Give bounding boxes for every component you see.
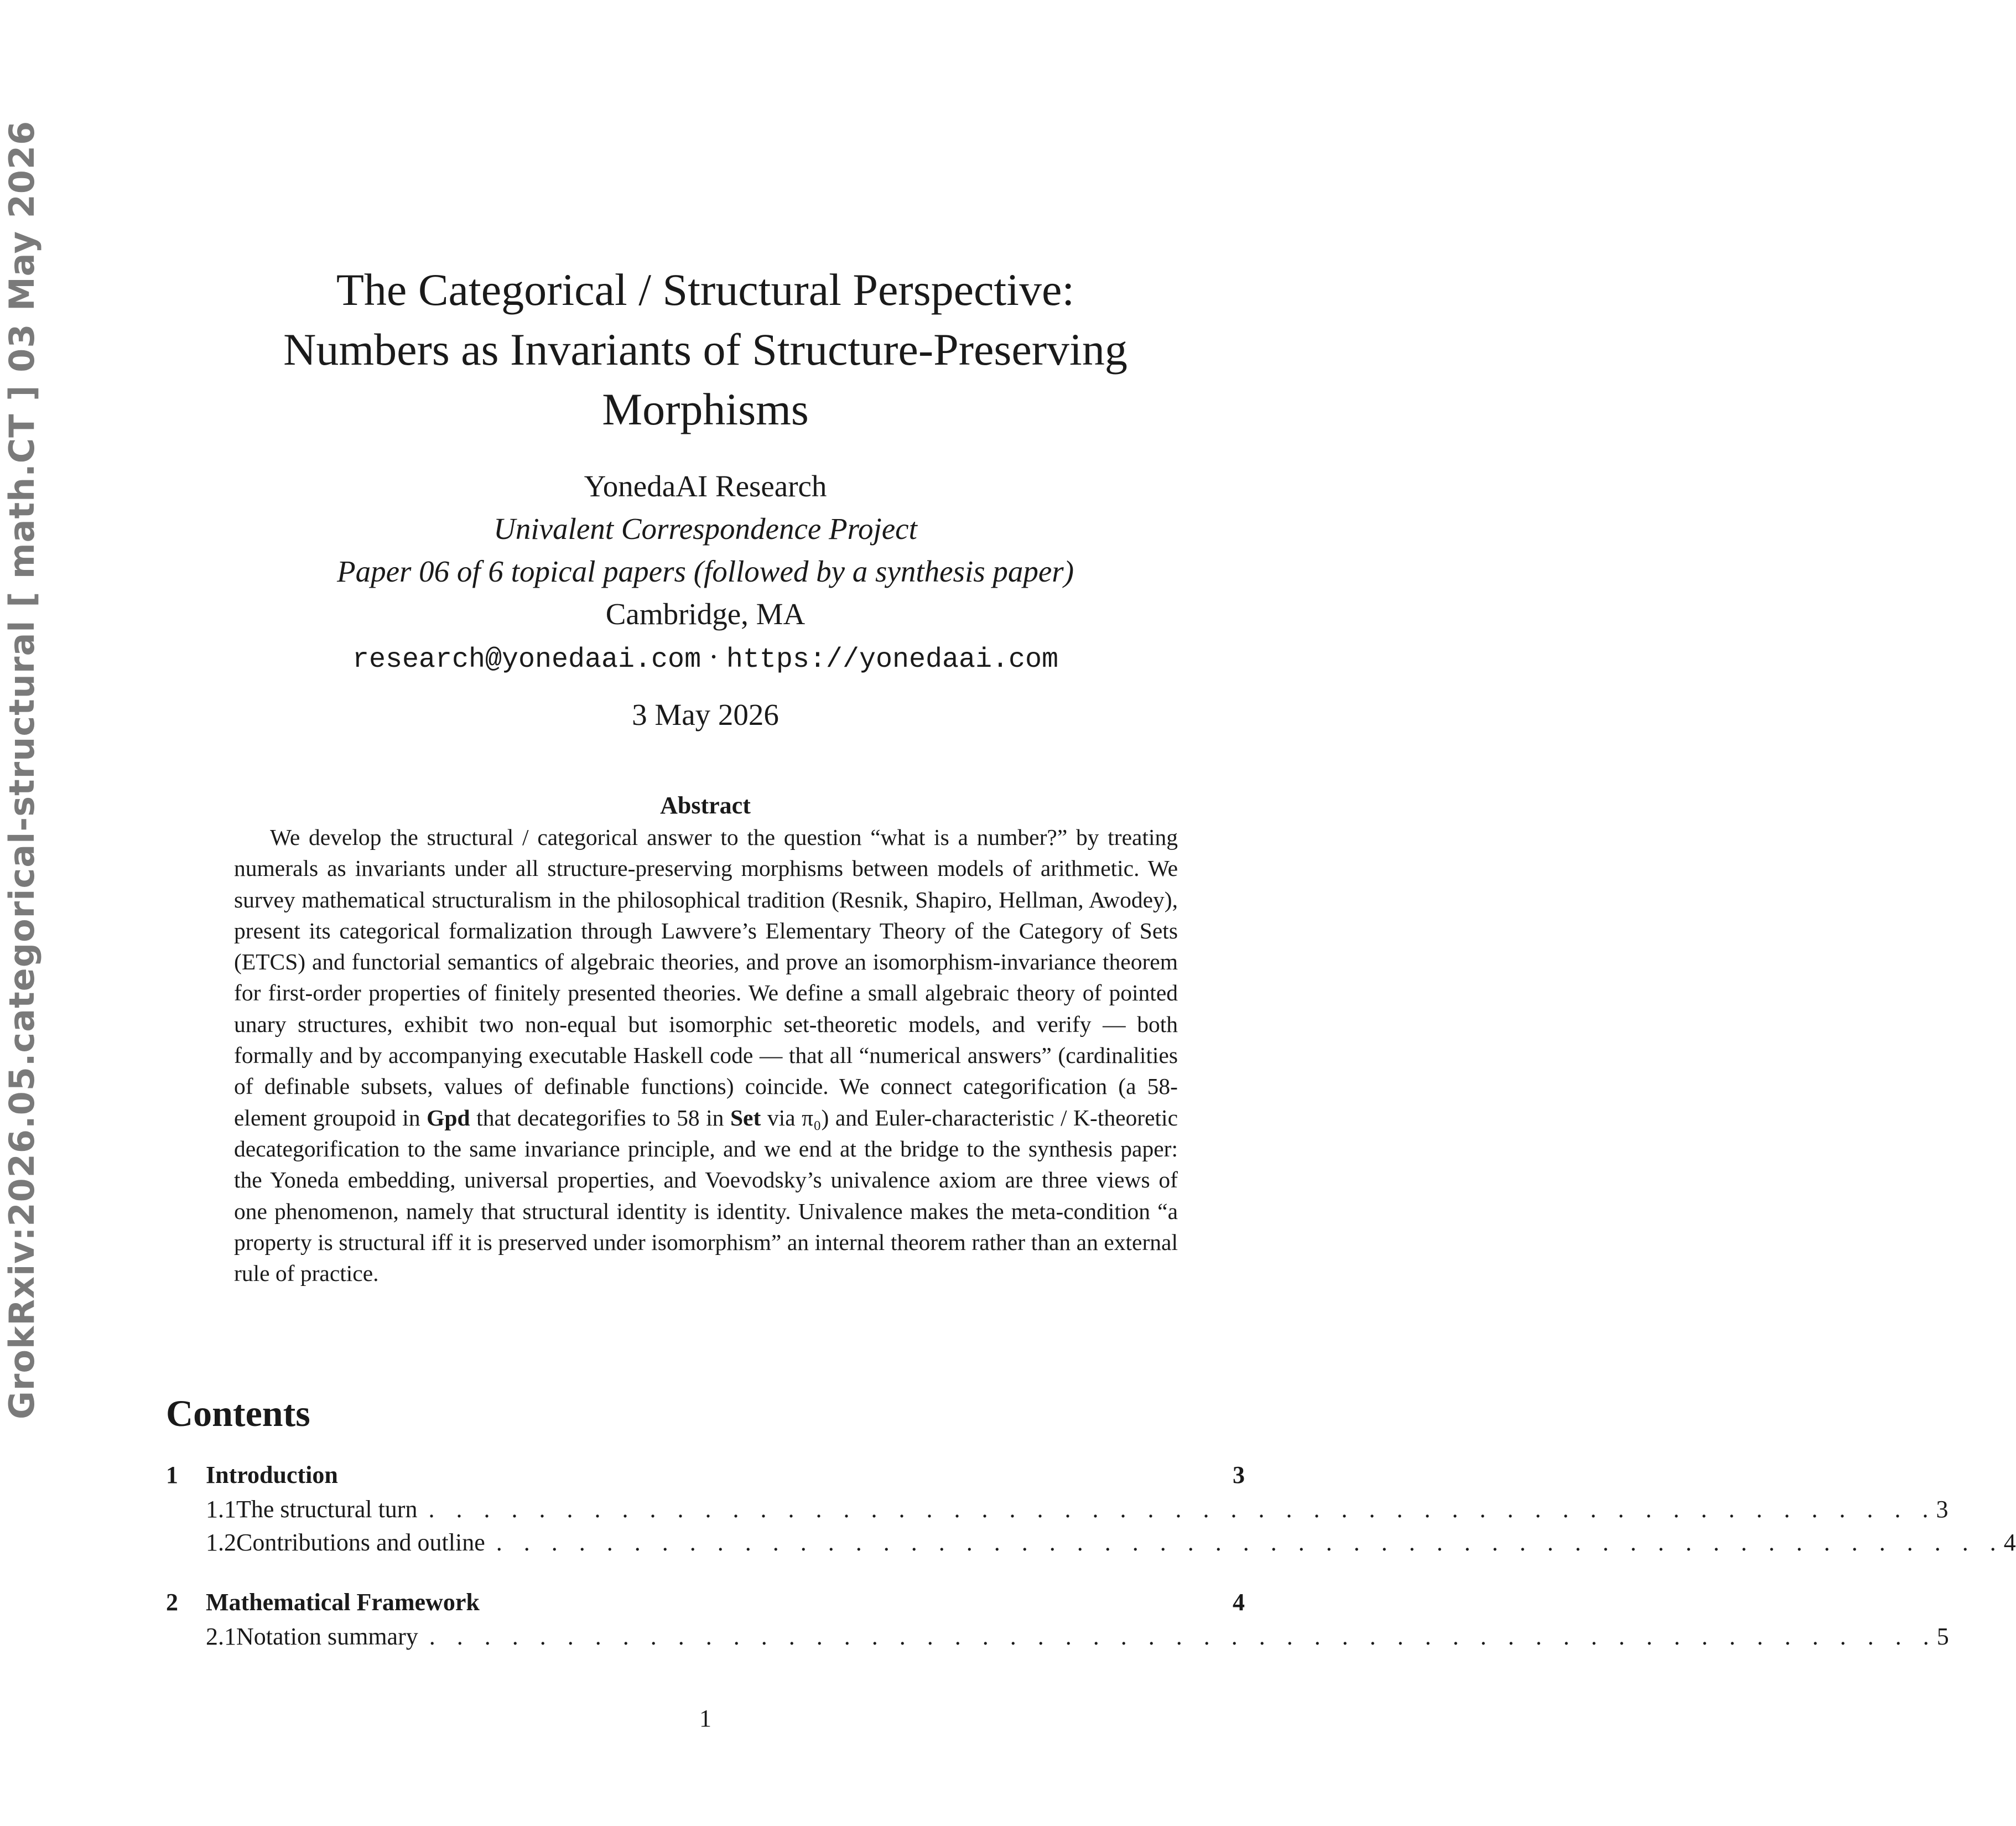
toc-section-label: Introduction bbox=[206, 1461, 338, 1488]
toc-section-2[interactable] bbox=[166, 1588, 1245, 1622]
toc-subsection-1-1[interactable] bbox=[166, 1495, 1949, 1528]
toc-leader-dots: . . . . . . . . . . . . . . . . . . . . . . . . . . . . . . . . . . . . . . . . . . . . . . . . . . . . . . . bbox=[429, 1623, 1937, 1650]
table-of-contents bbox=[166, 1461, 2016, 1656]
abstract-text-2: that decategorifies to 58 in bbox=[470, 1104, 730, 1130]
paper-title bbox=[166, 260, 1245, 439]
toc-section-label: Mathematical Framework bbox=[206, 1589, 480, 1616]
paper-date: 3 May 2026 bbox=[632, 698, 779, 732]
toc-subsection-number: 1.2 bbox=[206, 1529, 236, 1556]
page-number: 1 bbox=[699, 1705, 711, 1732]
website-link[interactable]: https://yonedaai.com bbox=[726, 644, 1059, 676]
abstract-set: Set bbox=[730, 1104, 761, 1130]
series-note: Paper 06 of 6 topical papers (followed by a synthesis paper) bbox=[336, 554, 1074, 588]
toc-leader-dots: . . . . . . . . . . . . . . . . . . . . . . . . . . . . . . . . . . . . . . . . . . . . . . . . . . . . . . . bbox=[428, 1496, 1936, 1523]
contact-separator: · bbox=[701, 640, 726, 673]
abstract-gpd: Gpd bbox=[427, 1104, 470, 1130]
toc-subsection-number: 2.1 bbox=[206, 1623, 236, 1650]
toc-section-number: 2 bbox=[166, 1589, 178, 1616]
abstract-text-3: via π₀) and Euler-characteristic / K-theoretic decategorification to the same invariance principle, and we end at the bridge to the synthesis paper: the Yoneda embedding, universal properties, and Voevodsky’s univalence axiom are three views of one phenomenon, namely that structural identity is identity. Univalence makes the meta-condition “a property is structural iff it is preserved under isomorphism” an internal theorem rather than an external rule of practice. bbox=[234, 1104, 1178, 1286]
title-line-3: Morphisms bbox=[602, 384, 809, 434]
toc-subsection-number: 1.1 bbox=[206, 1496, 236, 1523]
toc-subsection-label: The structural turn bbox=[236, 1496, 418, 1523]
toc-leader-dots: . . . . . . . . . . . . . . . . . . . . . . . . . . . . . . . . . . . . . . . . . . . . . . . . . . . . . . . bbox=[496, 1529, 2004, 1556]
toc-subsection-label: Contributions and outline bbox=[236, 1529, 485, 1556]
toc-section-page: 4 bbox=[1233, 1589, 1245, 1616]
abstract-heading: Abstract bbox=[660, 792, 751, 819]
toc-subsection-page: 4 bbox=[2003, 1529, 2016, 1556]
contact-line bbox=[166, 635, 1245, 681]
toc-subsection-page: 3 bbox=[1936, 1496, 1949, 1523]
email-link[interactable]: research@yonedaai.com bbox=[352, 644, 702, 676]
toc-section-page: 3 bbox=[1233, 1461, 1245, 1488]
toc-subsection-label: Notation summary bbox=[236, 1623, 418, 1650]
title-line-2: Numbers as Invariants of Structure-Preserving bbox=[283, 324, 1127, 375]
author-name: YonedaAI Research bbox=[584, 469, 827, 503]
location: Cambridge, MA bbox=[605, 597, 806, 631]
abstract-text-1: We develop the structural / categorical answer to the question “what is a number?” by treating numerals as invariants under all structure-preserving morphisms between models of arithmetic. We survey mathematical structuralism in the philosophical tradition (Resnik, Shapiro, Hellman, Awodey), present its categorical formalization through Lawvere’s Elementary Theory of the Category of Sets (ETCS) and functorial semantics of algebraic theories, and prove an isomorphism-invariance theorem for first-order properties of finitely presented theories. We define a small algebraic theory of pointed unary structures, exhibit two non-equal but isomorphic set-theoretic models, and verify — both formally and by accompanying executable Haskell code — that all “numerical answers” (cardinalities of definable subsets, values of definable functions) coincide. We connect categorification (a 58-element groupoid in bbox=[234, 824, 1178, 1130]
title-line-1: The Categorical / Structural Perspective: bbox=[336, 264, 1075, 315]
abstract-body bbox=[234, 822, 1178, 1289]
toc-section-number: 1 bbox=[166, 1461, 178, 1488]
project-name: Univalent Correspondence Project bbox=[493, 512, 917, 546]
toc-subsection-2-1[interactable] bbox=[166, 1622, 1949, 1656]
toc-subsection-page: 5 bbox=[1936, 1623, 1949, 1650]
arxiv-side-stamp: GrokRxiv:2026.05.categorical-structural [ math.CT ] 03 May 2026 bbox=[2, 120, 42, 1419]
toc-subsection-1-2[interactable] bbox=[166, 1528, 2016, 1562]
toc-section-1[interactable] bbox=[166, 1461, 1245, 1495]
contents-heading: Contents bbox=[166, 1392, 310, 1434]
author-block bbox=[166, 465, 1245, 681]
